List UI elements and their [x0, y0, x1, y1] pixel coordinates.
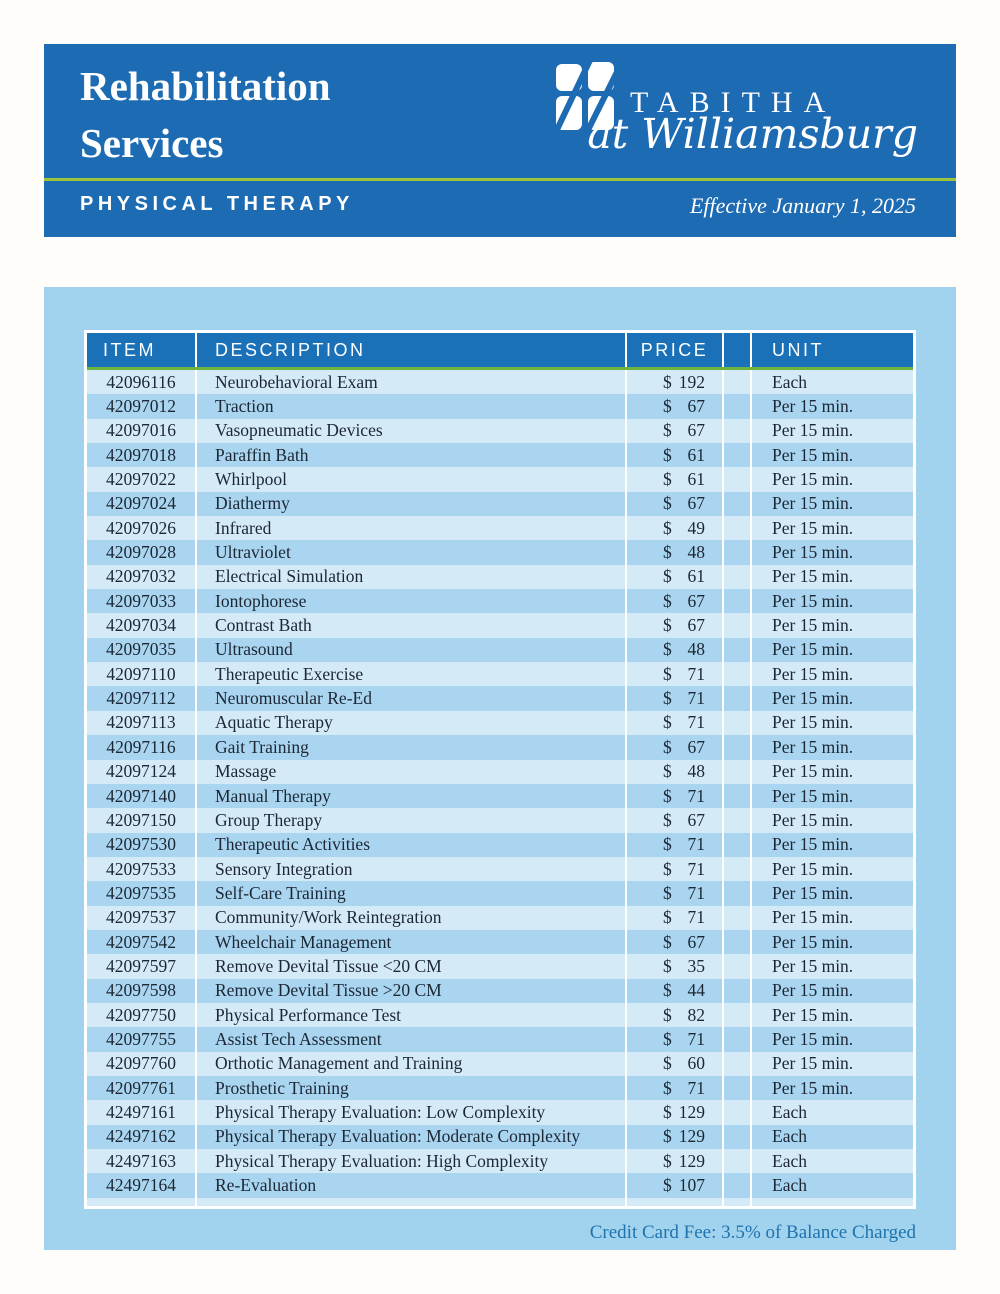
item-price-cell	[627, 516, 722, 540]
item-price-cell	[627, 443, 722, 467]
table-row	[87, 1173, 913, 1197]
item-unit-cell: Per 15 min.	[752, 1076, 913, 1100]
spacer-cell	[724, 443, 750, 467]
item-number-cell: 42097597	[87, 954, 195, 978]
price-amount: 82	[687, 1004, 705, 1025]
item-price-cell	[627, 1125, 722, 1149]
item-number-cell: 42097110	[87, 662, 195, 686]
price-amount: 71	[687, 907, 705, 928]
spacer-cell	[724, 516, 750, 540]
spacer-cell	[724, 881, 750, 905]
item-unit-cell: Each	[752, 1100, 913, 1124]
item-description-cell: Community/Work Reintegration	[197, 906, 625, 930]
currency-symbol: $	[663, 469, 672, 490]
price-amount: 71	[687, 858, 705, 879]
price-amount: 67	[687, 420, 705, 441]
item-number-cell: 42097028	[87, 540, 195, 564]
effective-date: Effective January 1, 2025	[689, 193, 916, 218]
price-amount: 67	[687, 493, 705, 514]
price-amount: 71	[687, 834, 705, 855]
spacer-cell	[724, 419, 750, 443]
item-price-cell	[627, 394, 722, 418]
item-price-cell	[627, 492, 722, 516]
column-header-unit: UNIT	[752, 333, 913, 367]
item-unit-cell: Each	[752, 1149, 913, 1173]
table-footer-spacer	[87, 1198, 913, 1206]
table-header-row	[87, 333, 913, 367]
table-row	[87, 1003, 913, 1027]
price-amount: 61	[687, 566, 705, 587]
item-price-cell	[627, 954, 722, 978]
item-number-cell: 42097113	[87, 711, 195, 735]
brand-location: at Williamsburg	[587, 110, 918, 158]
spacer-cell	[724, 784, 750, 808]
currency-symbol: $	[663, 736, 672, 757]
item-price-cell	[627, 1149, 722, 1173]
item-unit-cell: Per 15 min.	[752, 516, 913, 540]
item-price-cell	[627, 467, 722, 491]
item-unit-cell: Per 15 min.	[752, 808, 913, 832]
item-description-cell: Physical Therapy Evaluation: Low Complexity	[197, 1100, 625, 1124]
item-price-cell	[627, 1052, 722, 1076]
price-table	[84, 330, 916, 1209]
currency-symbol: $	[663, 1150, 672, 1171]
item-unit-cell: Per 15 min.	[752, 540, 913, 564]
item-number-cell: 42097012	[87, 394, 195, 418]
price-amount: 67	[687, 615, 705, 636]
item-description-cell: Neuromuscular Re-Ed	[197, 686, 625, 710]
brand-name: TABITHA	[630, 86, 837, 119]
item-price-cell	[627, 711, 722, 735]
table-row	[87, 1076, 913, 1100]
table-row	[87, 394, 913, 418]
spacer-cell	[724, 735, 750, 759]
price-amount: 35	[687, 955, 705, 976]
currency-symbol: $	[663, 1004, 672, 1025]
currency-symbol: $	[663, 590, 672, 611]
table-row	[87, 662, 913, 686]
item-unit-cell: Per 15 min.	[752, 735, 913, 759]
item-description-cell: Orthotic Management and Training	[197, 1052, 625, 1076]
spacer-cell	[724, 808, 750, 832]
item-description-cell: Physical Therapy Evaluation: High Complexity	[197, 1149, 625, 1173]
spacer-cell	[724, 930, 750, 954]
currency-symbol: $	[663, 1053, 672, 1074]
item-price-cell	[627, 808, 722, 832]
item-description-cell: Contrast Bath	[197, 613, 625, 637]
spacer-cell	[724, 370, 750, 394]
item-price-cell	[627, 419, 722, 443]
credit-card-fee-note: Credit Card Fee: 3.5% of Balance Charged	[589, 1222, 916, 1243]
item-number-cell: 42097533	[87, 857, 195, 881]
currency-symbol: $	[663, 809, 672, 830]
currency-symbol: $	[663, 444, 672, 465]
item-description-cell: Ultraviolet	[197, 540, 625, 564]
item-number-cell: 42097760	[87, 1052, 195, 1076]
item-unit-cell: Per 15 min.	[752, 492, 913, 516]
table-row	[87, 638, 913, 662]
table-row	[87, 516, 913, 540]
table-row	[87, 711, 913, 735]
spacer-cell	[724, 857, 750, 881]
price-amount: 48	[687, 761, 705, 782]
item-description-cell: Paraffin Bath	[197, 443, 625, 467]
spacer-cell	[724, 1100, 750, 1124]
item-description-cell: Prosthetic Training	[197, 1076, 625, 1100]
spacer-cell	[724, 589, 750, 613]
spacer-cell	[724, 565, 750, 589]
table-row	[87, 954, 913, 978]
table-row	[87, 1149, 913, 1173]
item-number-cell: 42097024	[87, 492, 195, 516]
item-number-cell: 42097150	[87, 808, 195, 832]
table-row	[87, 881, 913, 905]
currency-symbol: $	[663, 493, 672, 514]
item-description-cell: Wheelchair Management	[197, 930, 625, 954]
item-unit-cell: Per 15 min.	[752, 833, 913, 857]
price-amount: 192	[678, 371, 705, 392]
item-price-cell	[627, 760, 722, 784]
item-number-cell: 42097033	[87, 589, 195, 613]
spacer-cell	[724, 394, 750, 418]
spacer-cell	[724, 613, 750, 637]
item-unit-cell: Per 15 min.	[752, 686, 913, 710]
item-description-cell: Physical Therapy Evaluation: Moderate Complexity	[197, 1125, 625, 1149]
price-amount: 44	[687, 980, 705, 1001]
table-row	[87, 613, 913, 637]
item-number-cell: 42096116	[87, 370, 195, 394]
item-description-cell: Self-Care Training	[197, 881, 625, 905]
item-price-cell	[627, 370, 722, 394]
item-unit-cell: Per 15 min.	[752, 638, 913, 662]
item-description-cell: Group Therapy	[197, 808, 625, 832]
spacer-cell	[724, 1052, 750, 1076]
item-unit-cell: Per 15 min.	[752, 662, 913, 686]
page-title	[80, 58, 331, 172]
price-amount: 67	[687, 736, 705, 757]
item-number-cell: 42097755	[87, 1027, 195, 1051]
item-unit-cell: Per 15 min.	[752, 394, 913, 418]
table-row	[87, 370, 913, 394]
item-number-cell: 42097018	[87, 443, 195, 467]
item-number-cell: 42097140	[87, 784, 195, 808]
price-amount: 61	[687, 469, 705, 490]
table-row	[87, 1100, 913, 1124]
item-price-cell	[627, 833, 722, 857]
item-price-cell	[627, 857, 722, 881]
item-unit-cell: Per 15 min.	[752, 711, 913, 735]
item-description-cell: Re-Evaluation	[197, 1173, 625, 1197]
currency-symbol: $	[663, 542, 672, 563]
currency-symbol: $	[663, 1126, 672, 1147]
spacer-cell	[724, 1149, 750, 1173]
table-row	[87, 906, 913, 930]
spacer-cell	[724, 760, 750, 784]
spacer-cell	[724, 1173, 750, 1197]
item-price-cell	[627, 662, 722, 686]
item-unit-cell: Per 15 min.	[752, 784, 913, 808]
item-unit-cell: Per 15 min.	[752, 954, 913, 978]
item-description-cell: Vasopneumatic Devices	[197, 419, 625, 443]
table-row	[87, 467, 913, 491]
price-amount: 129	[678, 1126, 705, 1147]
currency-symbol: $	[663, 980, 672, 1001]
price-amount: 48	[687, 639, 705, 660]
table-row	[87, 833, 913, 857]
content-panel	[44, 287, 956, 1250]
table-row	[87, 443, 913, 467]
item-description-cell: Neurobehavioral Exam	[197, 370, 625, 394]
item-number-cell: 42097530	[87, 833, 195, 857]
item-number-cell: 42097116	[87, 735, 195, 759]
item-description-cell: Remove Devital Tissue <20 CM	[197, 954, 625, 978]
price-amount: 60	[687, 1053, 705, 1074]
table-row	[87, 419, 913, 443]
item-price-cell	[627, 686, 722, 710]
item-description-cell: Iontophorese	[197, 589, 625, 613]
item-unit-cell: Per 15 min.	[752, 565, 913, 589]
table-row	[87, 1052, 913, 1076]
column-header-item: ITEM	[87, 333, 195, 367]
price-amount: 71	[687, 1028, 705, 1049]
currency-symbol: $	[663, 907, 672, 928]
spacer-cell	[724, 833, 750, 857]
item-unit-cell: Per 15 min.	[752, 419, 913, 443]
currency-symbol: $	[663, 371, 672, 392]
item-description-cell: Traction	[197, 394, 625, 418]
item-price-cell	[627, 930, 722, 954]
item-description-cell: Whirlpool	[197, 467, 625, 491]
item-description-cell: Remove Devital Tissue >20 CM	[197, 979, 625, 1003]
item-description-cell: Manual Therapy	[197, 784, 625, 808]
price-amount: 71	[687, 663, 705, 684]
table-body	[87, 370, 913, 1198]
spacer-cell	[724, 906, 750, 930]
price-amount: 67	[687, 931, 705, 952]
item-price-cell	[627, 735, 722, 759]
item-description-cell: Gait Training	[197, 735, 625, 759]
item-number-cell: 42497162	[87, 1125, 195, 1149]
spacer-cell	[724, 1003, 750, 1027]
item-description-cell: Ultrasound	[197, 638, 625, 662]
item-price-cell	[627, 906, 722, 930]
currency-symbol: $	[663, 834, 672, 855]
column-header-price: PRICE	[627, 333, 722, 367]
item-number-cell: 42097750	[87, 1003, 195, 1027]
item-number-cell: 42097124	[87, 760, 195, 784]
item-price-cell	[627, 589, 722, 613]
currency-symbol: $	[663, 882, 672, 903]
item-description-cell: Electrical Simulation	[197, 565, 625, 589]
item-unit-cell: Per 15 min.	[752, 443, 913, 467]
item-unit-cell: Per 15 min.	[752, 881, 913, 905]
table-row	[87, 735, 913, 759]
price-amount: 67	[687, 396, 705, 417]
item-unit-cell: Per 15 min.	[752, 1052, 913, 1076]
item-unit-cell: Per 15 min.	[752, 930, 913, 954]
price-amount: 129	[678, 1101, 705, 1122]
currency-symbol: $	[663, 1101, 672, 1122]
spacer-cell	[724, 711, 750, 735]
item-description-cell: Therapeutic Activities	[197, 833, 625, 857]
column-header-spacer	[724, 333, 750, 367]
currency-symbol: $	[663, 1077, 672, 1098]
item-unit-cell: Per 15 min.	[752, 760, 913, 784]
item-description-cell: Infrared	[197, 516, 625, 540]
department-title: PHYSICAL THERAPY	[80, 193, 354, 215]
price-amount: 48	[687, 542, 705, 563]
spacer-cell	[724, 1076, 750, 1100]
currency-symbol: $	[663, 1028, 672, 1049]
item-number-cell: 42097022	[87, 467, 195, 491]
spacer-cell	[724, 979, 750, 1003]
spacer-cell	[724, 492, 750, 516]
price-amount: 71	[687, 882, 705, 903]
item-number-cell: 42097761	[87, 1076, 195, 1100]
currency-symbol: $	[663, 517, 672, 538]
item-price-cell	[627, 1003, 722, 1027]
item-unit-cell: Each	[752, 370, 913, 394]
item-price-cell	[627, 979, 722, 1003]
item-unit-cell: Each	[752, 1125, 913, 1149]
item-price-cell	[627, 565, 722, 589]
spacer-cell	[724, 686, 750, 710]
currency-symbol: $	[663, 566, 672, 587]
price-amount: 71	[687, 1077, 705, 1098]
item-price-cell	[627, 881, 722, 905]
item-unit-cell: Each	[752, 1173, 913, 1197]
spacer-cell	[724, 1125, 750, 1149]
item-description-cell: Diathermy	[197, 492, 625, 516]
table-row	[87, 540, 913, 564]
item-unit-cell: Per 15 min.	[752, 1003, 913, 1027]
price-amount: 71	[687, 712, 705, 733]
banner-divider	[44, 178, 956, 181]
table-row	[87, 930, 913, 954]
table-row	[87, 1125, 913, 1149]
table-row	[87, 1027, 913, 1051]
item-price-cell	[627, 784, 722, 808]
currency-symbol: $	[663, 931, 672, 952]
item-description-cell: Therapeutic Exercise	[197, 662, 625, 686]
item-number-cell: 42097034	[87, 613, 195, 637]
item-number-cell: 42497163	[87, 1149, 195, 1173]
item-price-cell	[627, 1100, 722, 1124]
currency-symbol: $	[663, 420, 672, 441]
table-row	[87, 492, 913, 516]
currency-symbol: $	[663, 663, 672, 684]
currency-symbol: $	[663, 688, 672, 709]
item-number-cell: 42497161	[87, 1100, 195, 1124]
price-amount: 71	[687, 785, 705, 806]
column-header-description: DESCRIPTION	[197, 333, 625, 367]
item-number-cell: 42097542	[87, 930, 195, 954]
item-description-cell: Physical Performance Test	[197, 1003, 625, 1027]
item-unit-cell: Per 15 min.	[752, 589, 913, 613]
table-row	[87, 857, 913, 881]
header-banner	[44, 44, 956, 237]
price-amount: 61	[687, 444, 705, 465]
item-number-cell: 42097112	[87, 686, 195, 710]
spacer-cell	[724, 467, 750, 491]
item-number-cell: 42097537	[87, 906, 195, 930]
item-description-cell: Assist Tech Assessment	[197, 1027, 625, 1051]
table-row	[87, 760, 913, 784]
item-description-cell: Aquatic Therapy	[197, 711, 625, 735]
spacer-cell	[724, 662, 750, 686]
price-amount: 107	[678, 1175, 705, 1196]
currency-symbol: $	[663, 396, 672, 417]
spacer-cell	[724, 954, 750, 978]
price-amount: 129	[678, 1150, 705, 1171]
currency-symbol: $	[663, 785, 672, 806]
item-number-cell: 42097026	[87, 516, 195, 540]
item-unit-cell: Per 15 min.	[752, 467, 913, 491]
table-row	[87, 784, 913, 808]
price-amount: 67	[687, 590, 705, 611]
item-price-cell	[627, 613, 722, 637]
item-number-cell: 42097016	[87, 419, 195, 443]
currency-symbol: $	[663, 955, 672, 976]
table-row	[87, 589, 913, 613]
currency-symbol: $	[663, 712, 672, 733]
item-price-cell	[627, 540, 722, 564]
item-number-cell: 42097535	[87, 881, 195, 905]
item-unit-cell: Per 15 min.	[752, 906, 913, 930]
page-title-line1: Rehabilitation	[80, 63, 331, 109]
currency-symbol: $	[663, 761, 672, 782]
item-number-cell: 42497164	[87, 1173, 195, 1197]
spacer-cell	[724, 540, 750, 564]
item-price-cell	[627, 1173, 722, 1197]
item-price-cell	[627, 1076, 722, 1100]
spacer-cell	[724, 1027, 750, 1051]
currency-symbol: $	[663, 858, 672, 879]
spacer-cell	[724, 638, 750, 662]
table-row	[87, 686, 913, 710]
item-unit-cell: Per 15 min.	[752, 979, 913, 1003]
item-description-cell: Massage	[197, 760, 625, 784]
item-description-cell: Sensory Integration	[197, 857, 625, 881]
table-row	[87, 565, 913, 589]
currency-symbol: $	[663, 639, 672, 660]
currency-symbol: $	[663, 1175, 672, 1196]
item-unit-cell: Per 15 min.	[752, 1027, 913, 1051]
item-unit-cell: Per 15 min.	[752, 613, 913, 637]
table-row	[87, 808, 913, 832]
page-title-line2: Services	[80, 120, 224, 166]
currency-symbol: $	[663, 615, 672, 636]
item-price-cell	[627, 1027, 722, 1051]
price-amount: 71	[687, 688, 705, 709]
item-price-cell	[627, 638, 722, 662]
price-amount: 49	[687, 517, 705, 538]
item-number-cell: 42097035	[87, 638, 195, 662]
price-amount: 67	[687, 809, 705, 830]
item-number-cell: 42097032	[87, 565, 195, 589]
table-row	[87, 979, 913, 1003]
item-unit-cell: Per 15 min.	[752, 857, 913, 881]
item-number-cell: 42097598	[87, 979, 195, 1003]
